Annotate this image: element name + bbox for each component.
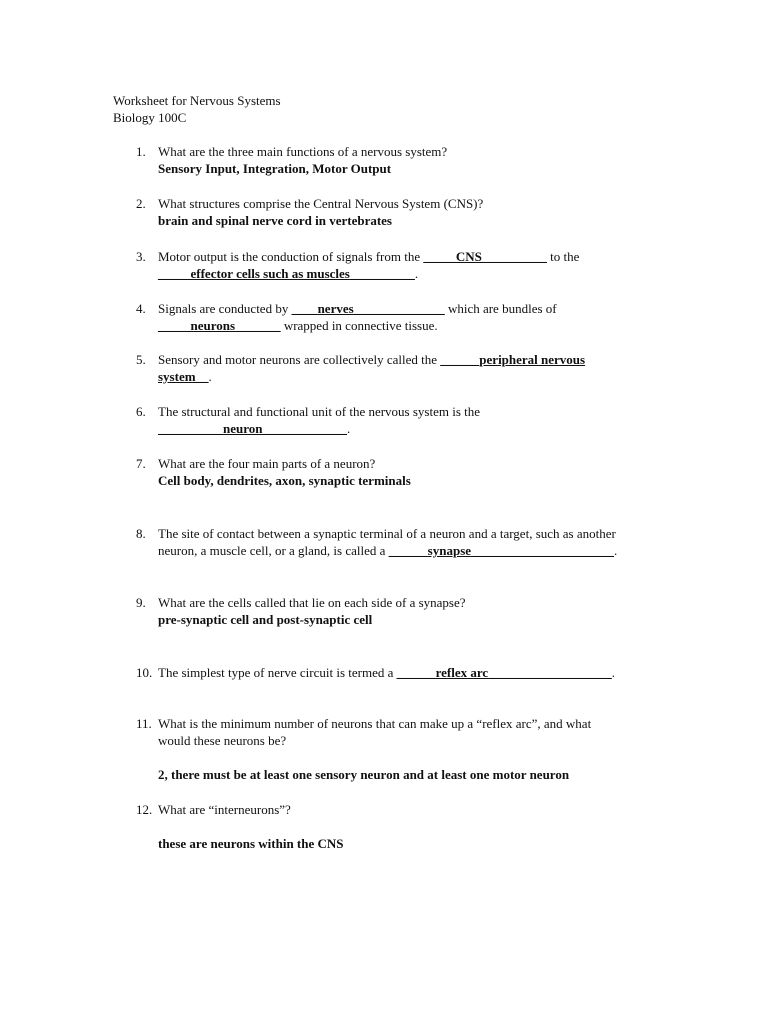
- fill-blank: [158, 369, 209, 384]
- question-text: neuron, a muscle cell, or a gland, is called a: [158, 543, 389, 558]
- question-text: What is the minimum number of neurons that can make up a “reflex arc”, and what: [158, 716, 592, 731]
- answer-text: Sensory Input, Integration, Motor Output: [158, 161, 392, 176]
- blank-answer: reflex arc: [435, 665, 489, 680]
- question-number: 9.: [136, 595, 146, 610]
- question-3: [136, 248, 696, 282]
- question-line: [158, 542, 696, 559]
- question-number: 1.: [136, 144, 146, 159]
- question-text: The simplest type of nerve circuit is termed a: [158, 665, 397, 680]
- blank-underscore: _____________: [262, 421, 347, 436]
- question-text: The site of contact between a synaptic terminal of a neuron and a target, such as another: [158, 526, 616, 541]
- question-text: What are the cells called that lie on each side of a synapse?: [158, 595, 466, 610]
- question-line: [158, 317, 696, 334]
- blank-answer: peripheral nervous: [479, 352, 586, 367]
- fill-blank: [397, 665, 612, 680]
- question-number: 10.: [136, 665, 153, 680]
- question-number: 4.: [136, 301, 146, 316]
- blank-answer: neuron: [223, 421, 263, 436]
- question-line: [158, 351, 696, 368]
- answer-text: Cell body, dendrites, axon, synaptic terminals: [158, 473, 411, 488]
- question-text: Motor output is the conduction of signals from the: [158, 249, 424, 264]
- question-text: .: [614, 543, 618, 558]
- question-12: [136, 801, 696, 852]
- question-line: [158, 265, 696, 282]
- question-number: 7.: [136, 456, 146, 471]
- blank-underscore: _______: [235, 318, 281, 333]
- question-number: 6.: [136, 404, 146, 419]
- blank-underscore: _____: [158, 266, 191, 281]
- blank-underscore: __________: [349, 266, 415, 281]
- question-text: .: [611, 665, 615, 680]
- question-text: What are the three main functions of a nervous system?: [158, 144, 448, 159]
- question-number: 5.: [136, 352, 146, 367]
- blank-underscore: ___________________: [488, 665, 612, 680]
- fill-blank: [158, 421, 347, 436]
- question-7: [136, 455, 696, 489]
- blank-underscore: ______: [440, 352, 480, 367]
- question-text: What are “interneurons”?: [158, 802, 291, 817]
- course-name: Biology 100C: [113, 110, 187, 125]
- blank-underscore: ____: [291, 301, 318, 316]
- question-text: .: [414, 266, 419, 281]
- fill-blank: [440, 352, 585, 367]
- question-5: [136, 351, 696, 385]
- question-text: The structural and functional unit of the nervous system is the: [158, 404, 481, 419]
- question-text: .: [347, 421, 351, 436]
- question-text: to the: [546, 249, 580, 264]
- question-11: [136, 715, 696, 783]
- question-number: 2.: [136, 196, 146, 211]
- question-line: [158, 368, 696, 385]
- blank-answer: nerves: [317, 301, 354, 316]
- question-text: wrapped in connective tissue.: [280, 318, 438, 333]
- fill-blank: [423, 249, 547, 264]
- question-8: [136, 525, 696, 559]
- question-1: [136, 143, 696, 177]
- blank-underscore: _____: [158, 318, 191, 333]
- question-6: [136, 403, 696, 437]
- question-text: .: [208, 369, 212, 384]
- question-text: What are the four main parts of a neuron?: [158, 456, 376, 471]
- question-number: 3.: [136, 249, 146, 264]
- fill-blank: [389, 543, 614, 558]
- blank-underscore: ______: [396, 665, 436, 680]
- question-line: [158, 248, 696, 265]
- blank-answer: CNS: [455, 249, 482, 264]
- question-9: [136, 594, 696, 628]
- fill-blank: [158, 266, 415, 281]
- answer-text: pre-synaptic cell and post-synaptic cell: [158, 612, 373, 627]
- question-4: [136, 300, 696, 334]
- blank-underscore: __: [195, 369, 209, 384]
- question-line: [158, 664, 696, 681]
- blank-underscore: __________: [158, 421, 223, 436]
- question-text: Sensory and motor neurons are collectively called the: [158, 352, 441, 367]
- blank-underscore: _____: [423, 249, 456, 264]
- blank-answer: effector cells such as muscles: [190, 266, 350, 281]
- blank-answer: synapse: [427, 543, 472, 558]
- blank-answer: system: [158, 369, 196, 384]
- blank-underscore: ______: [388, 543, 428, 558]
- question-number: 12.: [136, 802, 153, 817]
- blank-underscore: __________: [481, 249, 547, 264]
- question-text: What structures comprise the Central Nervous System (CNS)?: [158, 196, 484, 211]
- question-text: Signals are conducted by: [158, 301, 292, 316]
- question-number: 11.: [136, 716, 152, 731]
- question-text: which are bundles of: [444, 301, 557, 316]
- blank-underscore: ______________: [353, 301, 445, 316]
- answer-text: 2, there must be at least one sensory neuron and at least one motor neuron: [158, 767, 570, 782]
- question-number: 8.: [136, 526, 146, 541]
- question-line: [158, 300, 696, 317]
- worksheet-title: Worksheet for Nervous Systems: [113, 93, 281, 108]
- fill-blank: [158, 318, 281, 333]
- question-2: [136, 195, 696, 229]
- worksheet-header: [113, 92, 281, 126]
- question-text: would these neurons be?: [158, 733, 287, 748]
- answer-text: these are neurons within the CNS: [158, 836, 344, 851]
- question-line: [158, 420, 696, 437]
- fill-blank: [292, 301, 445, 316]
- blank-answer: neurons: [190, 318, 236, 333]
- answer-text: brain and spinal nerve cord in vertebrates: [158, 213, 392, 228]
- blank-underscore: ______________________: [471, 543, 615, 558]
- question-10: [136, 664, 696, 681]
